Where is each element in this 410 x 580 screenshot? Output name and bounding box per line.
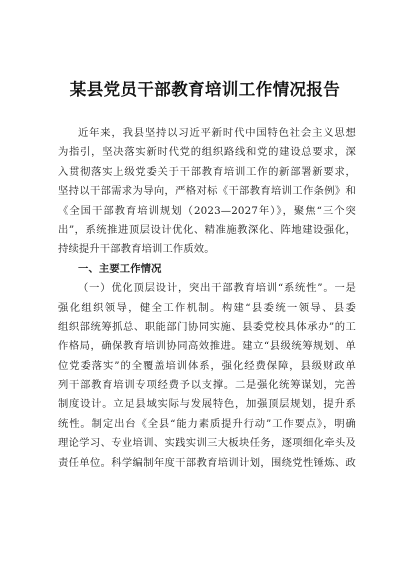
body-text-line: 强化组织领导，健全工作机制。构建“县委统一领导、县委 <box>58 301 356 314</box>
body-text-line: 责任单位。科学编制年度干部教育培训计划，围绕党性锤炼、政 <box>58 456 356 469</box>
document-body <box>58 124 356 473</box>
body-text-line: 入贯彻落实上级党委关于干部教育培训工作的新部署新要求， <box>58 165 356 178</box>
body-text-line: 为指引，坚决落实新时代党的组织路线和党的建设总要求，深 <box>58 146 356 159</box>
body-text-line: 《全国干部教育培训规划（2023—2027年）》，聚焦“三个突 <box>58 204 356 217</box>
body-text-line: 理论学习、专业培训、实践实训三大板块任务，逐项细化牵头及 <box>58 437 356 450</box>
body-text-line: 制度设计。立足县域实际与发展特色，加强顶层规划，提升系 <box>58 398 356 411</box>
body-text-line: （一）优化顶层设计，突出干部教育培训“系统性”。一是 <box>78 282 356 295</box>
body-text-line: 位党委落实”的全覆盖培训体系，强化经费保障，县级财政单 <box>58 359 356 372</box>
body-text-line: 作格局，确保教育培训协同高效推进。建立“县级统筹规划、单 <box>58 340 356 353</box>
body-text-line: 坚持以干部需求为导向，严格对标《干部教育培训工作条例》和 <box>58 185 356 198</box>
body-text-line: 组织部统筹抓总、职能部门协同实施、县委党校具体承办”的工 <box>58 320 356 333</box>
body-text-line: 列干部教育培训专项经费予以支撑。二是强化统筹谋划，完善 <box>58 379 356 392</box>
section-heading: 一、主要工作情况 <box>78 262 162 275</box>
document-title: 某县党员干部教育培训工作情况报告 <box>69 80 341 99</box>
body-text-line: 持续提升干部教育培训工作质效。 <box>58 243 215 256</box>
body-text-line: 统性。制定出台《全县“能力素质提升行动”工作要点》，明确 <box>58 417 356 430</box>
body-text-line: 近年来，我县坚持以习近平新时代中国特色社会主义思想 <box>78 127 356 139</box>
body-text-line: 出”，系统推进顶层设计优化、精准施教深化、阵地建设强化， <box>58 223 356 236</box>
